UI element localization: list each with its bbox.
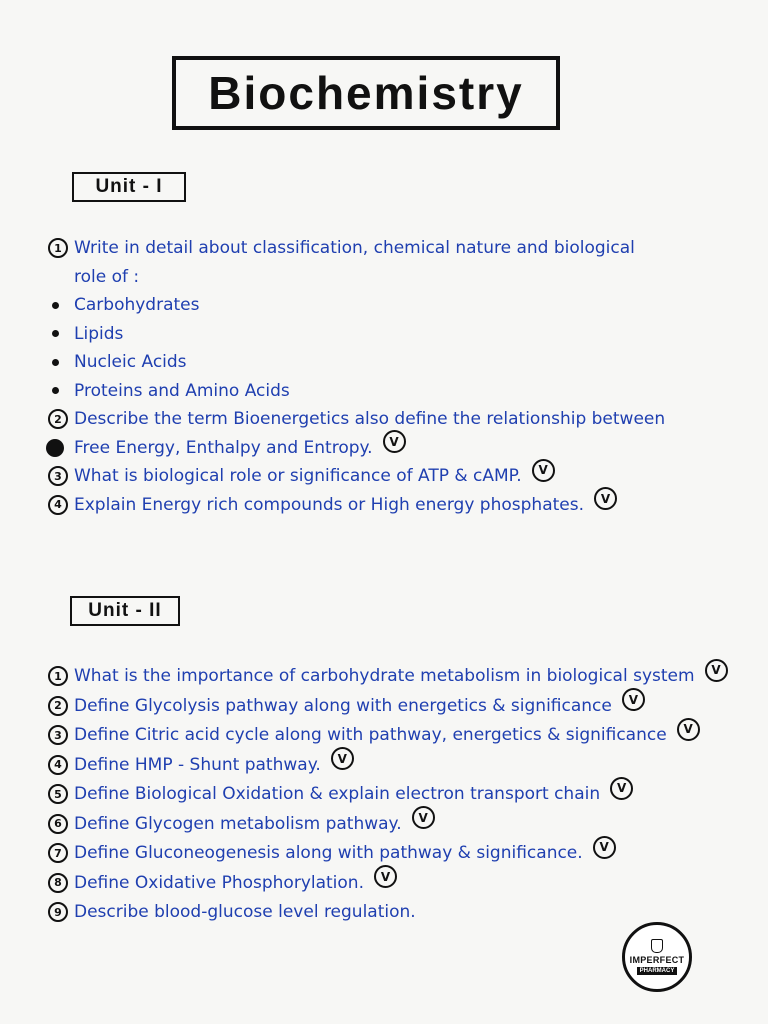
question-text: What is the importance of carbohydrate metabolism in biological system (74, 666, 695, 686)
unit-1-heading: Unit - I (72, 172, 186, 202)
question-line (48, 810, 748, 838)
question-line (48, 491, 748, 519)
unit-2-heading: Unit - II (70, 596, 180, 626)
bullet-dot (52, 359, 59, 366)
large-bullet-dot (46, 439, 64, 457)
circled-number: 5 (48, 784, 68, 804)
very-important-mark: V (622, 688, 645, 711)
logo-sub-text: PHARMACY (637, 967, 678, 975)
bullet-dot (52, 387, 59, 394)
question-number (48, 666, 70, 686)
circled-number: 4 (48, 755, 68, 775)
question-text: Lipids (74, 323, 124, 344)
question-text: role of : (74, 266, 140, 287)
question-number (48, 784, 70, 804)
question-number (48, 466, 70, 486)
question-line (48, 869, 748, 897)
question-line (48, 780, 748, 808)
circled-number: 6 (48, 814, 68, 834)
circled-number: 7 (48, 843, 68, 863)
question-text: Carbohydrates (74, 295, 200, 315)
very-important-mark: V (383, 430, 406, 453)
very-important-mark: V (705, 659, 728, 682)
circled-number: 2 (48, 409, 68, 429)
title-box (172, 56, 560, 130)
very-important-mark: V (593, 836, 616, 859)
very-important-mark: V (532, 459, 555, 482)
question-text: Define Citric acid cycle along with pathway, energetics & significance (74, 725, 667, 745)
very-important-mark: V (610, 777, 633, 800)
question-line (48, 462, 748, 490)
question-line (48, 662, 748, 690)
question-line (48, 320, 748, 348)
logo-main-text: IMPERFECT (629, 955, 685, 965)
question-text: Define Biological Oxidation & explain electron transport chain (74, 784, 601, 804)
very-important-mark: V (677, 718, 700, 741)
question-line (48, 721, 748, 749)
very-important-mark: V (374, 865, 397, 888)
mortar-icon (651, 939, 663, 953)
question-number (48, 902, 70, 922)
circled-number: 4 (48, 495, 68, 515)
very-important-mark: V (331, 747, 354, 770)
question-number (48, 696, 70, 716)
question-line (48, 405, 748, 433)
question-text: Describe blood-glucose level regulation. (74, 902, 416, 922)
question-line (48, 692, 748, 720)
question-number (48, 814, 70, 834)
page-title: Biochemistry (208, 67, 524, 119)
circled-number: 2 (48, 696, 68, 716)
very-important-mark: V (594, 487, 617, 510)
question-number (48, 238, 70, 258)
question-line (48, 263, 748, 291)
question-number (48, 495, 70, 515)
question-text: Define Oxidative Phosphorylation. (74, 872, 364, 893)
question-text: Describe the term Bioenergetics also define the relationship between (74, 409, 666, 429)
question-text: Write in detail about classification, chemical nature and biological (74, 238, 635, 258)
bullet-icon (48, 439, 70, 457)
bullet-icon (48, 330, 70, 337)
question-line (48, 839, 748, 867)
question-number (48, 843, 70, 863)
bullet-icon (48, 359, 70, 366)
question-line (48, 234, 748, 262)
question-number (48, 725, 70, 745)
bullet-dot (52, 302, 59, 309)
circled-number: 1 (48, 238, 68, 258)
question-text: Define Glycogen metabolism pathway. (74, 813, 402, 834)
very-important-mark: V (412, 806, 435, 829)
question-line (48, 348, 748, 376)
circled-number: 9 (48, 902, 68, 922)
bullet-dot (52, 330, 59, 337)
question-text: What is biological role or significance of ATP & cAMP. (74, 466, 522, 486)
question-line (48, 377, 748, 405)
question-line (48, 898, 748, 926)
question-number (48, 409, 70, 429)
question-text: Define HMP - Shunt pathway. (74, 754, 321, 775)
question-text: Define Glycolysis pathway along with energetics & significance (74, 695, 612, 716)
question-text: Nucleic Acids (74, 352, 187, 372)
question-text: Free Energy, Enthalpy and Entropy. (74, 437, 373, 458)
circled-number: 1 (48, 666, 68, 686)
bullet-icon (48, 387, 70, 394)
question-line (48, 434, 748, 462)
question-number (48, 873, 70, 893)
circled-number: 3 (48, 466, 68, 486)
question-line (48, 751, 748, 779)
question-text: Explain Energy rich compounds or High energy phosphates. (74, 494, 584, 515)
question-number (48, 755, 70, 775)
question-line (48, 291, 748, 319)
circled-number: 3 (48, 725, 68, 745)
question-text: Proteins and Amino Acids (74, 380, 290, 401)
question-text: Define Gluconeogenesis along with pathway & significance. (74, 843, 583, 863)
circled-number: 8 (48, 873, 68, 893)
bullet-icon (48, 302, 70, 309)
imperfect-pharmacy-logo (622, 922, 692, 992)
